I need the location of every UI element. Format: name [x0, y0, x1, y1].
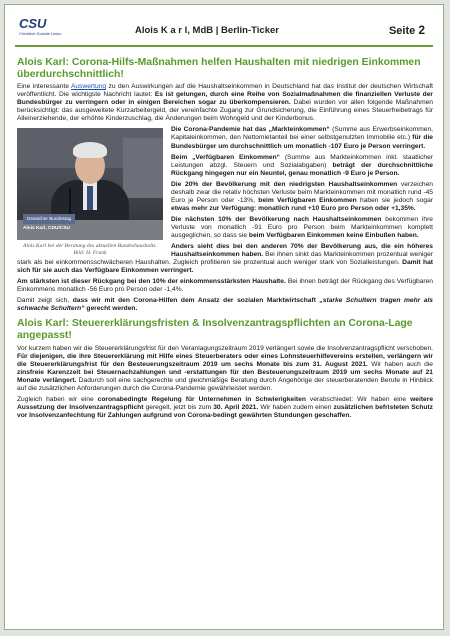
auswertung-link[interactable]: Auswertung: [71, 83, 107, 91]
bundestag-tag: Deutscher Bundestag: [23, 214, 75, 224]
text-span: haben sie jedoch sogar: [356, 196, 433, 204]
article-image: [17, 128, 163, 257]
newsletter-page: [4, 4, 444, 630]
paragraph-steuererklaerung: [17, 345, 433, 393]
bold-span: 30. April 2021.: [213, 403, 259, 411]
text-span: bekommen ihre Verluste von monatlich -91 Euro pro Person beim Markteinkommen komplett ausgeglichen, so dass sie: [171, 215, 433, 239]
text-span: Dadurch soll eine sachgerechte und gleichmäßige Beratung durch Angehörige der steuerberatenden Berufe in Hinblick auf die zusätzlichen Anforderungen durch die Corona-Pandemie gewährleistet werden.: [17, 376, 433, 392]
text-span: Bei ihnen sinkt das Markteinkommen prozentual weniger stark als bei einkommensschwächeren Haushalten. Zugleich profitieren sie prozentual auch weniger stark von Sozialleistungen.: [17, 251, 433, 267]
header-divider: [15, 45, 433, 47]
bold-span: Die Corona-Pandemie hat das „Markteinkommen“: [171, 126, 330, 134]
bold-italic-span: „starke Schultern tragen mehr als schwache Schultern“: [17, 297, 433, 313]
paragraph-top-10-percent: [17, 278, 433, 294]
csu-logo: [17, 14, 62, 40]
text-span: Damit zeigt sich,: [17, 297, 73, 305]
text-span: Wir haben zudem einen: [258, 403, 334, 411]
bold-span: zinsfreie Karenzzeit bei Steuernachzahlungen und -erstattungen für den Besteuerungszeitraum 2019 um sechs Monate auf 21 Monate verlängert.: [17, 368, 433, 384]
text-span: (Summe aus Markteinkommen inkl. staatlicher Leistungen abzgl. Steuern und Sozialabgaben): [171, 153, 433, 169]
bold-span: Beim „Verfügbaren Einkommen“: [171, 153, 280, 161]
section2-heading: Alois Karl: Steuererklärungsfristen & Insolvenzantragspflichten an Corona-Lage angepasst!: [17, 318, 413, 341]
bold-span: Es ist gelungen, durch eine Reihe von Sozialmaßnahmen die finanziellen Verluste der Bundesbürger zu verringern oder in einigen Bereichen sogar zu überkompensieren.: [17, 91, 433, 107]
text-span: geregelt, jetzt bis zum: [143, 403, 214, 411]
text-span: zu den Auswirkungen auf die Haushaltseinkommen in Deutschland hat das Institut der deutschen Wirtschaft veröffentlicht. Die wichtigste Nachricht lautet:: [17, 83, 434, 99]
bold-span: beim Verfügbaren Einkommen keine Einbußen haben.: [248, 231, 419, 239]
bold-span: Anders sieht dies bei den anderen 70% der Bevölkerung aus, die ein höheres Haushaltseinkommen haben.: [171, 243, 433, 259]
text-span: (Summe aus Erwerbseinkommen, Kapitaleinkommen, den Nettomietanteil bei einer selbstgenutzten Immobilie etc.): [171, 126, 434, 142]
bold-span: gerecht werden.: [84, 305, 138, 313]
header-title: Alois K a r l, MdB | Berlin-Ticker: [135, 25, 279, 36]
bold-span: coronabedingte Regelung für Unternehmen in Schwierigkeiten: [97, 395, 306, 403]
page-label: Seite: [388, 25, 416, 37]
article-content: [17, 57, 433, 423]
text-span: verzeichen deshalb zwar die relativ höchsten Verluste beim Markteinkommen mit monatlich rund -45 Euro je Person oder -13%,: [171, 180, 433, 204]
page-number: [389, 23, 425, 37]
bold-span: Die nächsten 10% der Bevölkerung nach Haushaltseinkommen: [171, 215, 382, 223]
bold-span: Am stärksten ist dieser Rückgang bei den 10% der einkommensstärksten Haushalte.: [17, 278, 286, 286]
logo-subtext: Christlich-Soziale Union: [19, 31, 62, 36]
bold-span: etwas mehr zur Verfügung: monatlich rund +10 Euro pro Person oder +1,35%.: [171, 204, 416, 212]
bold-span: Die 20% der Bevölkerung mit den niedrigsten Haushaltseinkommen: [171, 180, 398, 188]
text-span: Zugleich haben wir eine: [17, 395, 98, 403]
photo-alois-karl: [17, 128, 163, 240]
text-span: verabschiedet: Wir haben eine: [305, 395, 411, 403]
text-span: Bei ihnen beträgt der Rückgang des Verfügbaren Einkommens monatlich -56 Euro pro Person oder -1,4%.: [17, 278, 433, 294]
bold-span: beträgt der durchschnittliche Rückgang hingegen nur ein Neuntel, genau monatlich -9 Euro je Person.: [171, 161, 433, 177]
text-span: Wir haben auch die: [367, 360, 434, 368]
logo-text: CSU: [19, 16, 47, 31]
section1-intro: [17, 83, 433, 123]
bold-span: weitere Aussetzung der Insolvenzantragspflicht: [17, 395, 434, 411]
section1-heading: Alois Karl: Corona-Hilfs-Maßnahmen helfen Haushalten mit niedrigen Einkommen überdurchschnittlich!: [17, 57, 421, 80]
bold-span: Für diejenigen, die ihre Steuererklärung mit Hilfe eines Steuerberaters oder eines Lohnsteuerhilfevereins erstellen, verlängern wir die Steuererklärungsfrist für den Besteuerungszeitraum 2019 um sechs Monate bis zum 31. August 2021.: [17, 352, 433, 368]
page-header: [5, 5, 443, 53]
text-span: Dabei wurden vor allen folgende Maßnahmen berücksichtigt: das ausgeweitete Kurzarbeitergeld, der vereinfachte Zugang zur Grundsicherung, die Einführung eines Steuerfreibetrags für Alleinerziehende, der erhöhte Kinderzuschlag, die Änderungen beim Wohngeld und der Kinderbonus.: [17, 99, 433, 123]
bold-span: zusätzlichen befristeten Schutz vor Insolvenzanfechtung für Zahlungen aufgrund von Corona-bedingt gewährten Stundungen geschaffen.: [17, 403, 433, 419]
bold-span: beim Verfügbaren Einkommen: [258, 196, 357, 204]
text-span: Eine interessante: [17, 83, 71, 91]
bold-span: dass wir mit den Corona-Hilfen dem Ansatz der sozialen Marktwirtschaft: [72, 297, 320, 305]
bold-span: Damit hat sich für sie auch das Verfügbare Einkommen verringert.: [17, 259, 434, 275]
bold-span: für die Bundesbürger um durchschnittlich um monatlich -107 Euro je Person verringert.: [171, 134, 433, 150]
image-caption: Alois Karl bei der Beratung des aktuellen Bundeshaushalts. Bild: H. Frank: [23, 243, 157, 257]
speaker-name-tag: Alois Karl, CDU/CSU: [23, 226, 70, 232]
paragraph-conclusion: [17, 297, 433, 313]
paragraph-insolvenz: [17, 396, 433, 420]
page-number-value: 2: [418, 23, 425, 37]
text-span: Vor kurzem haben wir die Steuererklärungsfrist für den Veranlagungszeitraum 2019 verlängert sowie die Insolvenzantragspflicht verschoben.: [17, 344, 433, 352]
